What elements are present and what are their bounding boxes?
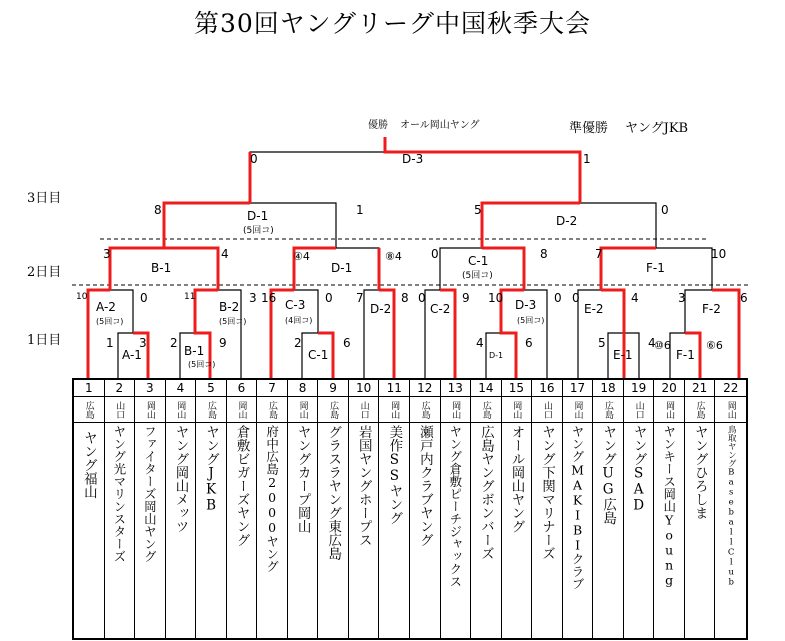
game-label: (5回コ): [243, 226, 274, 236]
team-column: [196, 380, 227, 638]
team-name: ヤングUG広島: [600, 425, 617, 525]
game-label: (5回コ): [219, 317, 247, 326]
team-column: [74, 380, 105, 638]
team-column: [685, 380, 716, 638]
game-label: A-2: [96, 300, 116, 314]
score: 6: [343, 336, 351, 350]
score: 10: [711, 247, 727, 261]
day-label-2: 2日目: [27, 265, 62, 280]
team-number: 17: [563, 380, 593, 397]
game-label: B-2: [219, 300, 240, 314]
score: 3: [678, 291, 686, 305]
game-label: (5回コ): [462, 271, 493, 281]
score: ④4: [293, 250, 310, 263]
game-label: C-2: [430, 302, 451, 316]
team-column: [410, 380, 441, 638]
team-column: [624, 380, 655, 638]
team-prefecture: 岡山: [288, 397, 318, 423]
game-label: (5回コ): [96, 317, 124, 326]
team-name: 瀬戸内クラブヤング: [416, 425, 433, 547]
score: ⑥6: [706, 339, 723, 352]
score: 10: [76, 292, 88, 302]
game-label: F-2: [702, 302, 721, 316]
team-number: 19: [624, 380, 654, 397]
game-label: E-1: [613, 348, 633, 362]
game-label: E-2: [584, 302, 604, 316]
score: 16: [261, 291, 277, 305]
team-number: 9: [318, 380, 348, 397]
game-label: D-1: [331, 261, 353, 275]
team-name: ヤング光マリンスターズ: [111, 425, 127, 563]
team-number: 15: [502, 380, 532, 397]
team-column: [563, 380, 594, 638]
score: 3: [139, 336, 147, 350]
game-label: (5回コ): [517, 316, 545, 325]
team-number: 11: [379, 380, 409, 397]
game-label: A-1: [122, 348, 142, 362]
team-name: ヤンキース岡山Young: [661, 425, 677, 588]
team-prefecture: 山口: [624, 397, 654, 423]
team-number: 7: [257, 380, 287, 397]
team-name: ヤング下関マリナーズ: [539, 425, 556, 560]
score: 8: [540, 247, 548, 261]
runner-up-label: 準優勝: [569, 121, 609, 136]
team-prefecture: 広島: [318, 397, 348, 423]
day-label-1: 1日目: [27, 333, 62, 348]
score: 0: [661, 203, 669, 217]
team-name: 美作SSヤング: [386, 425, 403, 525]
team-name: オール岡山ヤング: [508, 425, 525, 533]
team-name: ヤングSAD: [630, 425, 647, 514]
game-label: D-2: [556, 214, 578, 228]
score: 5: [598, 336, 606, 350]
game-label: D-1: [247, 209, 269, 223]
score: ⑩6: [654, 339, 671, 352]
team-number: 10: [349, 380, 379, 397]
score: 1: [356, 203, 364, 217]
score: 0: [250, 152, 258, 166]
score: 7: [356, 291, 364, 305]
team-prefecture: 岡山: [135, 397, 165, 423]
score: 0: [140, 291, 148, 305]
score: 0: [431, 247, 439, 261]
team-column: [654, 380, 685, 638]
team-number: 16: [532, 380, 562, 397]
score: 1: [106, 336, 114, 350]
team-prefecture: 広島: [196, 397, 226, 423]
winner-path: [164, 203, 250, 248]
team-column: [318, 380, 349, 638]
game-label: C-1: [468, 254, 489, 268]
team-number: 1: [74, 380, 104, 397]
team-prefecture: 岡山: [379, 397, 409, 423]
team-column: [379, 380, 410, 638]
team-number: 13: [441, 380, 471, 397]
score: ⑧4: [385, 250, 402, 263]
team-column: [593, 380, 624, 638]
team-name: ヤングJKB: [203, 425, 220, 514]
score: 0: [418, 291, 426, 305]
team-column: [257, 380, 288, 638]
team-name: ファイターズ岡山ヤング: [142, 425, 158, 563]
winner-path: [385, 137, 580, 203]
game-label: C-1: [308, 348, 329, 362]
team-name: 倉敷ビガーズヤング: [233, 425, 250, 547]
team-column: [349, 380, 380, 638]
team-number: 18: [593, 380, 623, 397]
team-number: 4: [166, 380, 196, 397]
team-column: [288, 380, 319, 638]
team-prefecture: 岡山: [227, 397, 257, 423]
team-column: [105, 380, 136, 638]
team-number: 20: [654, 380, 684, 397]
score: 6: [740, 291, 748, 305]
day-label-3: 3日目: [27, 191, 62, 206]
winner-path: [164, 248, 218, 290]
team-prefecture: 岡山: [502, 397, 532, 423]
team-number: 22: [715, 380, 746, 397]
team-prefecture: 岡山: [563, 397, 593, 423]
team-column: [715, 380, 746, 638]
score: 11: [184, 292, 196, 302]
team-name: 岩国ヤングホープス: [355, 425, 372, 547]
team-name: 広島ヤングボンバーズ: [477, 425, 494, 560]
score: 4: [648, 336, 656, 350]
team-name: ヤング岡山メッツ: [172, 425, 189, 533]
team-name: ヤングひろしま: [691, 425, 708, 520]
score: 8: [154, 203, 162, 217]
score: 1: [583, 152, 591, 166]
score: 4: [221, 247, 229, 261]
team-table: [72, 378, 748, 640]
game-label: D-3: [402, 152, 424, 166]
team-name: ヤングMAKIBIクラブ: [570, 425, 586, 590]
score: 5: [474, 203, 482, 217]
game-label: D-2: [370, 302, 392, 316]
champion-label: 優勝: [368, 120, 388, 131]
page-title: 第30回ヤングリーグ中国秋季大会: [193, 9, 592, 38]
team-column: [532, 380, 563, 638]
game-label: D-3: [515, 298, 537, 312]
game-label: F-1: [646, 261, 665, 275]
team-number: 14: [471, 380, 501, 397]
game-label: (4回コ): [285, 316, 313, 325]
score: 4: [476, 336, 484, 350]
team-name: グラスラヤング東広島: [325, 425, 342, 560]
team-number: 12: [410, 380, 440, 397]
team-prefecture: 広島: [74, 397, 104, 423]
score: 0: [572, 291, 580, 305]
score: 2: [294, 336, 302, 350]
team-prefecture: 広島: [593, 397, 623, 423]
champion-team: オール岡山ヤング: [400, 120, 480, 131]
team-prefecture: 山口: [349, 397, 379, 423]
team-column: [502, 380, 533, 638]
score: 8: [401, 291, 409, 305]
score: 3: [249, 291, 257, 305]
team-name: ヤングカープ岡山: [294, 425, 311, 533]
score: 9: [462, 291, 470, 305]
team-name: ヤング福山: [80, 431, 97, 499]
winner-path: [601, 290, 624, 378]
team-prefecture: 山口: [532, 397, 562, 423]
score: 4: [631, 291, 639, 305]
team-column: [471, 380, 502, 638]
score: 9: [219, 336, 227, 350]
score: 6: [525, 336, 533, 350]
game-label: D-1: [489, 351, 504, 360]
team-prefecture: 広島: [257, 397, 287, 423]
game-label: C-3: [285, 298, 306, 312]
team-prefecture: 岡山: [441, 397, 471, 423]
game-label: B-1: [151, 261, 172, 275]
team-name: ヤング倉敷ピーチジャックス: [447, 425, 463, 588]
score: 7: [595, 247, 603, 261]
team-number: 5: [196, 380, 226, 397]
team-number: 8: [288, 380, 318, 397]
game-label: (5回コ): [188, 360, 216, 369]
team-prefecture: 広島: [410, 397, 440, 423]
team-number: 21: [685, 380, 715, 397]
team-prefecture: 山口: [105, 397, 135, 423]
score: 3: [103, 247, 111, 261]
team-prefecture: 岡山: [715, 397, 746, 423]
team-column: [227, 380, 258, 638]
team-column: [441, 380, 472, 638]
runner-up-team: ヤングJKB: [625, 121, 689, 136]
game-label: F-1: [676, 348, 695, 362]
team-prefecture: 広島: [471, 397, 501, 423]
game-label: B-1: [184, 344, 205, 358]
team-prefecture: 広島: [685, 397, 715, 423]
team-column: [135, 380, 166, 638]
score: 2: [170, 336, 178, 350]
team-name: 鳥取ヤングBaseballClub: [726, 425, 737, 588]
score: 0: [554, 291, 562, 305]
team-prefecture: 岡山: [654, 397, 684, 423]
team-column: [166, 380, 197, 638]
team-prefecture: 岡山: [166, 397, 196, 423]
score: 0: [325, 291, 333, 305]
team-number: 6: [227, 380, 257, 397]
team-number: 2: [105, 380, 135, 397]
team-name: 府中広島2000ヤング: [264, 425, 280, 573]
team-number: 3: [135, 380, 165, 397]
score: 10: [488, 291, 504, 305]
